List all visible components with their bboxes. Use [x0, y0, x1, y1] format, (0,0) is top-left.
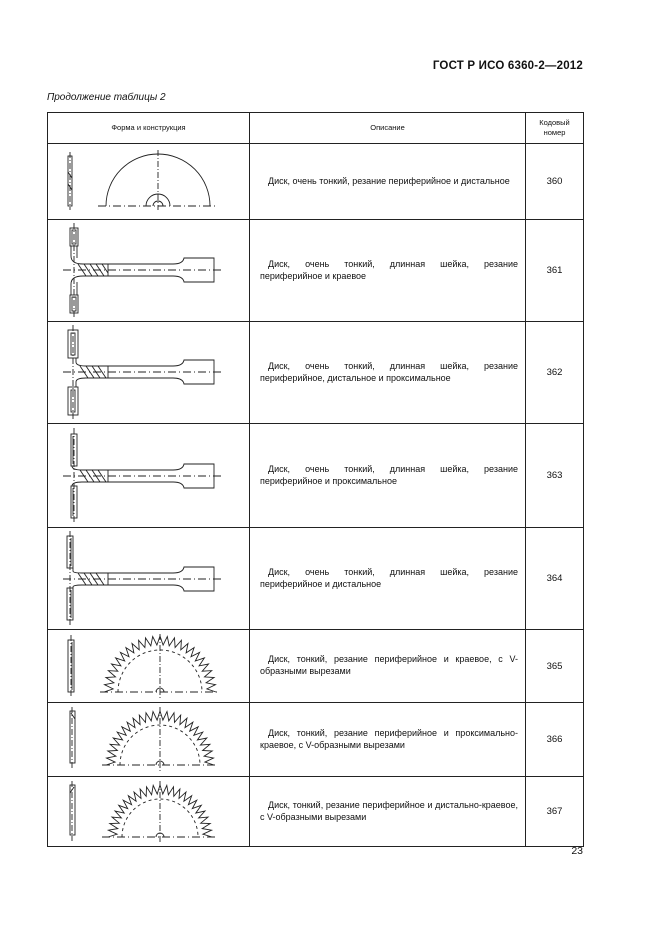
table-continuation-caption: Продолжение таблицы 2 [47, 92, 166, 103]
table-row [48, 220, 584, 322]
code-cell: 366 [526, 703, 584, 777]
description-cell: Диск, очень тонкий, резание периферийное и дистальное [250, 144, 526, 220]
table-header-row [48, 113, 584, 144]
description-cell: Диск, тонкий, резание периферийное и краевое, с V-образными вырезами [250, 630, 526, 703]
long-neck-drawing [48, 528, 250, 629]
long-neck-drawing [48, 220, 250, 321]
description-cell: Диск, тонкий, резание периферийное и дистально-краевое, с V-образными вырезами [250, 777, 526, 847]
thin-disc-drawing [48, 144, 250, 219]
shape-cell [48, 703, 250, 777]
shape-cell [48, 528, 250, 630]
shape-cell [48, 630, 250, 703]
table-row [48, 322, 584, 424]
long-neck-drawing [48, 424, 250, 527]
shape-cell [48, 144, 250, 220]
shape-cell [48, 220, 250, 322]
description-cell: Диск, тонкий, резание периферийное и проксимально-краевое, с V-образными вырезами [250, 703, 526, 777]
serrated-disc-drawing [48, 703, 250, 776]
code-cell: 365 [526, 630, 584, 703]
shape-cell [48, 424, 250, 528]
shape-cell [48, 777, 250, 847]
description-cell: Диск, очень тонкий, длинная шейка, резание периферийное и краевое [250, 220, 526, 322]
code-cell: 367 [526, 777, 584, 847]
description-cell: Диск, очень тонкий, длинная шейка, резание периферийное и проксимальное [250, 424, 526, 528]
serrated-disc-drawing [48, 630, 250, 702]
serrated-disc-drawing [48, 777, 250, 846]
standard-header: ГОСТ Р ИСО 6360-2—2012 [432, 60, 583, 72]
description-cell: Диск, очень тонкий, длинная шейка, резание периферийное и дистальное [250, 528, 526, 630]
code-cell: 361 [526, 220, 584, 322]
table-row [48, 424, 584, 528]
page-number: 23 [571, 845, 583, 857]
table-row [48, 703, 584, 777]
column-header-shape: Форма и конструкция [48, 113, 250, 144]
table-row [48, 144, 584, 220]
table-row [48, 777, 584, 847]
shape-cell [48, 322, 250, 424]
code-cell: 363 [526, 424, 584, 528]
code-cell: 362 [526, 322, 584, 424]
column-header-code: Кодовый номер [526, 113, 584, 144]
long-neck-drawing [48, 322, 250, 423]
code-cell: 360 [526, 144, 584, 220]
tool-table [47, 112, 584, 847]
table-row [48, 630, 584, 703]
column-header-description: Описание [250, 113, 526, 144]
description-cell: Диск, очень тонкий, длинная шейка, резание периферийное, дистальное и проксимальное [250, 322, 526, 424]
table-row [48, 528, 584, 630]
code-cell: 364 [526, 528, 584, 630]
